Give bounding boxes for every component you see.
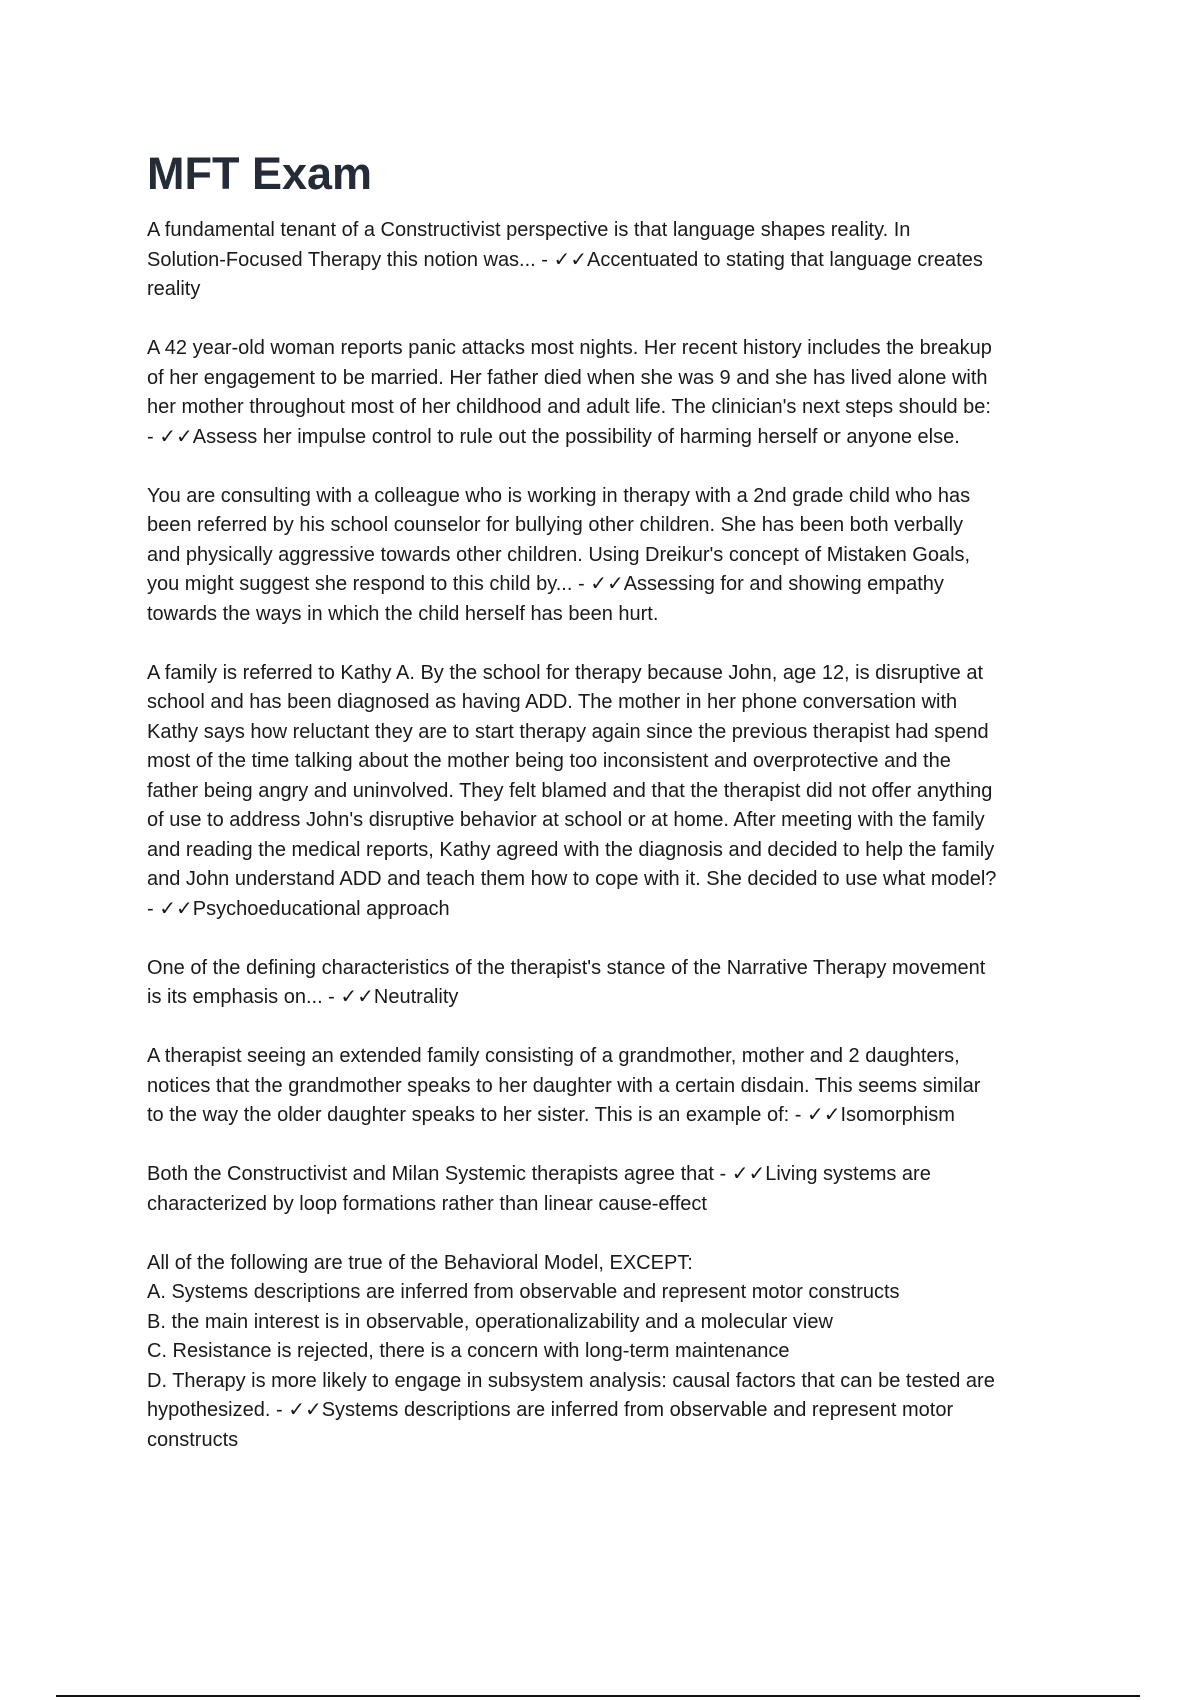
text-line: Both the Constructivist and Milan Systemic therapists agree that - ✓✓Living systems are bbox=[147, 1163, 931, 1185]
text-line: All of the following are true of the Behavioral Model, EXCEPT: bbox=[147, 1251, 693, 1274]
text-line: characterized by loop formations rather than linear cause-effect bbox=[147, 1192, 707, 1215]
text-line: been referred by his school counselor for bullying other children. She has been both verbally bbox=[147, 514, 964, 536]
page-title: MFT Exam bbox=[147, 148, 373, 199]
text-line: is its emphasis on... - ✓✓Neutrality bbox=[147, 986, 459, 1008]
question-answer-item bbox=[147, 482, 1107, 630]
text-line: of use to address John's disruptive behavior at school or at home. After meeting with the family bbox=[147, 809, 985, 831]
question-answer-item bbox=[147, 1249, 1107, 1456]
text-line: you might suggest she respond to this child by... - ✓✓Assessing for and showing empathy bbox=[147, 573, 944, 595]
text-line: - ✓✓Assess her impulse control to rule out the possibility of harming herself or anyone else. bbox=[147, 425, 960, 448]
text-line: constructs bbox=[147, 1428, 239, 1451]
question-answer-item bbox=[147, 1160, 1107, 1219]
text-line: and physically aggressive towards other children. Using Dreikur's concept of Mistaken Goals, bbox=[147, 543, 971, 566]
text-line: reality bbox=[147, 278, 201, 300]
text-line: hypothesized. - ✓✓Systems descriptions are inferred from observable and represent motor bbox=[147, 1399, 954, 1421]
text-line: A. Systems descriptions are inferred from observable and represent motor constructs bbox=[147, 1281, 900, 1303]
text-line: her mother throughout most of her childhood and adult life. The clinician's next steps should be: bbox=[147, 396, 991, 418]
text-line: notices that the grandmother speaks to her daughter with a certain disdain. This seems similar bbox=[147, 1074, 981, 1097]
text-line: Solution-Focused Therapy this notion was... - ✓✓Accentuated to stating that language creates bbox=[147, 248, 983, 271]
text-line: One of the defining characteristics of the therapist's stance of the Narrative Therapy movement bbox=[147, 956, 986, 979]
text-line: and reading the medical reports, Kathy agreed with the diagnosis and decided to help the family bbox=[147, 838, 995, 861]
question-list bbox=[147, 216, 1107, 1455]
text-line: You are consulting with a colleague who is working in therapy with a 2nd grade child who has bbox=[147, 484, 971, 507]
question-answer-item bbox=[147, 659, 1107, 925]
text-line: father being angry and uninvolved. They felt blamed and that the therapist did not offer anything bbox=[147, 779, 993, 802]
document-page bbox=[147, 146, 1107, 1485]
text-line: A fundamental tenant of a Constructivist perspective is that language shapes reality. In bbox=[147, 219, 911, 241]
text-line: A 42 year-old woman reports panic attacks most nights. Her recent history includes the breakup bbox=[147, 337, 992, 359]
question-answer-item bbox=[147, 1042, 1107, 1131]
question-answer-item bbox=[147, 216, 1107, 305]
question-answer-item bbox=[147, 954, 1107, 1013]
text-line: most of the time talking about the mother being too inconsistent and overprotective and the bbox=[147, 750, 951, 772]
text-line: Kathy says how reluctant they are to start therapy again since the previous therapist had spend bbox=[147, 720, 989, 743]
text-line: B. the main interest is in observable, operationalizability and a molecular view bbox=[147, 1310, 833, 1333]
text-line: school and has been diagnosed as having ADD. The mother in her phone conversation with bbox=[147, 691, 958, 713]
text-line: D. Therapy is more likely to engage in subsystem analysis: causal factors that can be tested are bbox=[147, 1369, 995, 1392]
question-answer-item bbox=[147, 334, 1107, 452]
footer-divider bbox=[56, 1695, 1140, 1697]
text-line: A therapist seeing an extended family consisting of a grandmother, mother and 2 daughters, bbox=[147, 1045, 960, 1067]
text-line: A family is referred to Kathy A. By the school for therapy because John, age 12, is disruptive at bbox=[147, 661, 984, 684]
text-line: to the way the older daughter speaks to her sister. This is an example of: - ✓✓Isomorphism bbox=[147, 1104, 955, 1126]
text-line: of her engagement to be married. Her father died when she was 9 and she has lived alone with bbox=[147, 366, 988, 389]
text-line: towards the ways in which the child herself has been hurt. bbox=[147, 602, 659, 625]
text-line: - ✓✓Psychoeducational approach bbox=[147, 897, 450, 920]
text-line: and John understand ADD and teach them how to cope with it. She decided to use what model? bbox=[147, 868, 997, 890]
text-line: C. Resistance is rejected, there is a concern with long-term maintenance bbox=[147, 1340, 790, 1362]
